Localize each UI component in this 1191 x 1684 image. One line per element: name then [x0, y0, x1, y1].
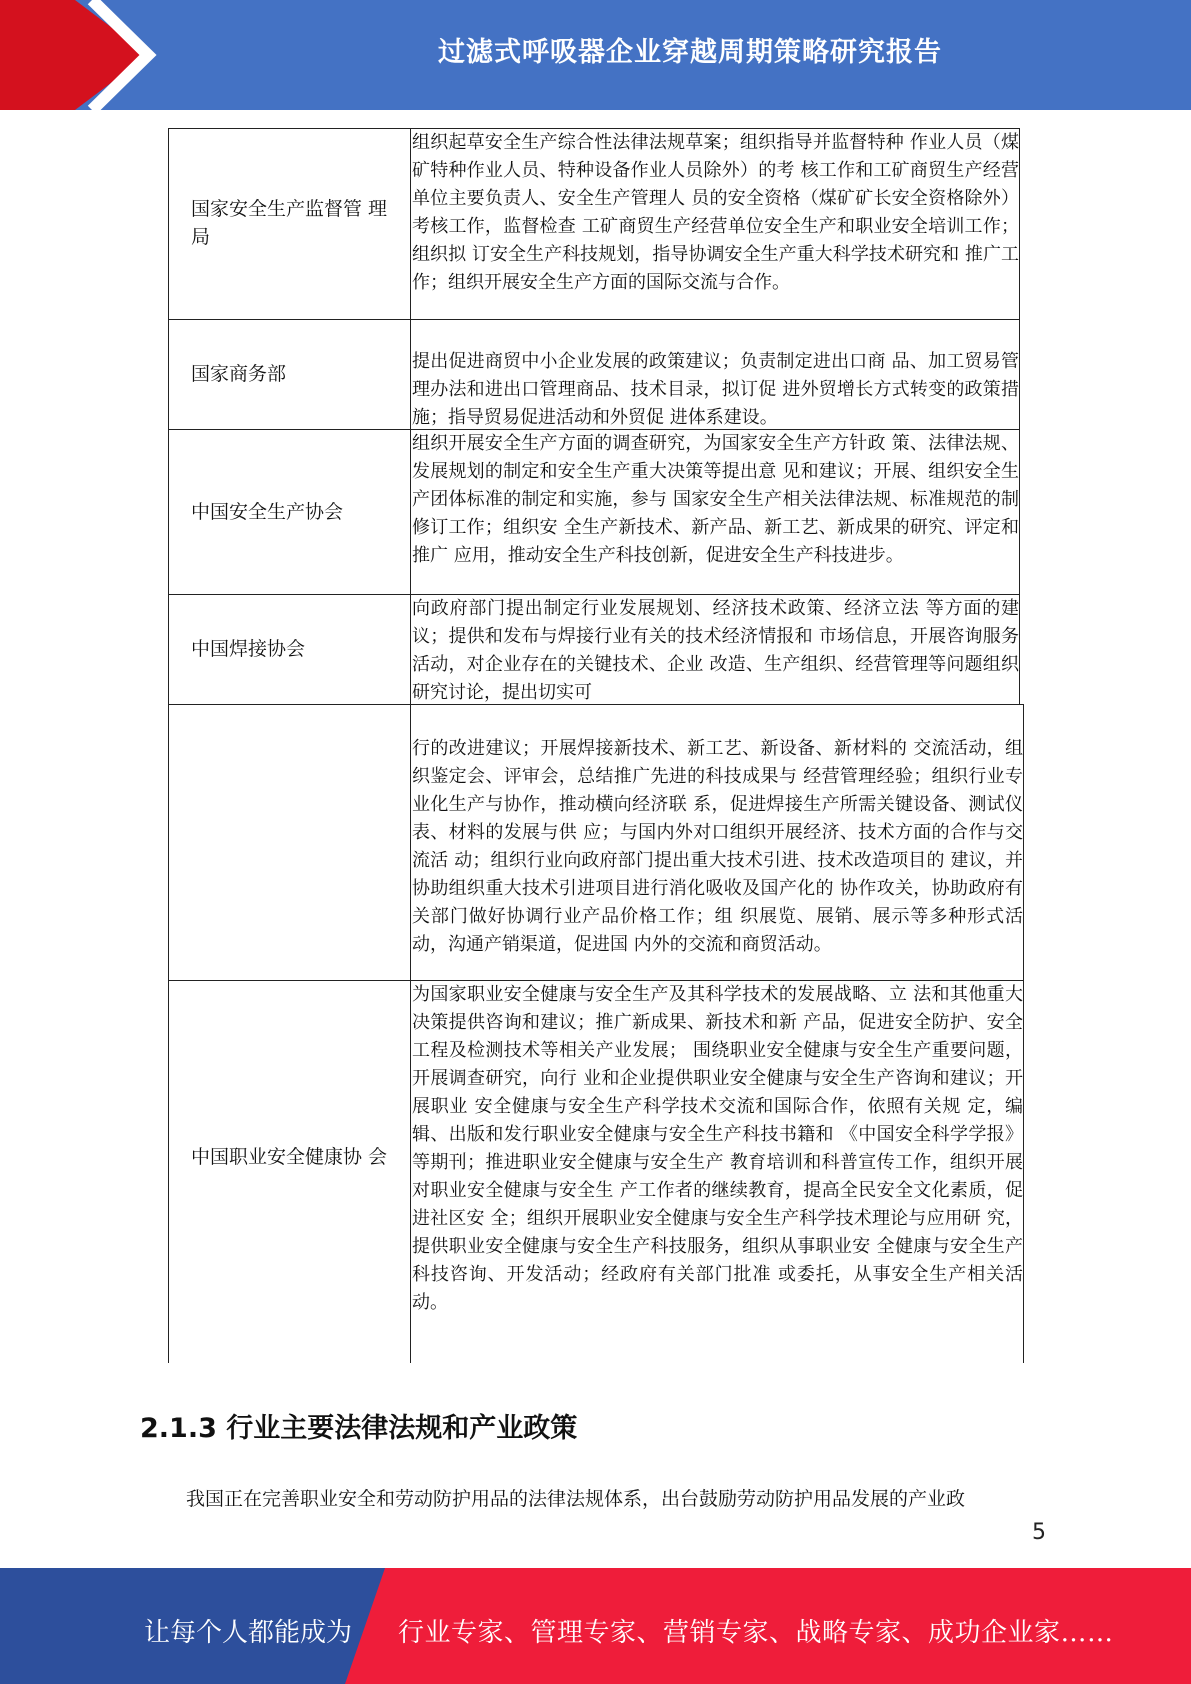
page-header	[0, 0, 1191, 110]
org-duties: 组织起草安全生产综合性法律法规草案；组织指导并监督特种 作业人员（煤矿特种作业人员、特种设备作业人员除外）的考 核工作和工矿商贸生产经营单位主要负责人、安全生产管理人 员的安全资格（煤矿矿长安全资格除外）考核工作，监督检查 工矿商贸生产经营单位安全生产和职业安全培训工作；组织拟 订安全生产科技规划，指导协调安全生产重大科学技术研究和 推广工作；组织开展安全生产方面的国际交流与合作。	[412, 132, 1019, 293]
org-name: 中国职业安全健康协 会	[191, 1146, 388, 1168]
org-duties: 向政府部门提出制定行业发展规划、经济技术政策、经济立法 等方面的建议；提供和发布与焊接行业有关的技术经济情报和 市场信息，开展咨询服务活动，对企业存在的关键技术、企业 改造、生产组织、经营管理等问题组织研究讨论，提出切实可	[412, 598, 1019, 703]
org-duties: 提出促进商贸中小企业发展的政策建议；负责制定进出口商 品、加工贸易管理办法和进出口管理商品、技术目录，拟订促 进外贸增长方式转变的政策措施；指导贸易促进活动和外贸促 进体系建设。	[412, 351, 1019, 428]
page-footer	[0, 1568, 1191, 1684]
org-duties: 行的改进建议；开展焊接新技术、新工艺、新设备、新材料的 交流活动，组织鉴定会、评审会，总结推广先进的科技成果与 经营管理经验；组织行业专业化生产与协作，推动横向经济联 系，促进焊接生产所需关键设备、测试仪表、材料的发展与供 应；与国内外对口组织开展经济、技术方面的合作与交流活 动；组织行业向政府部门提出重大技术引进、技术改造项目的 建议，并协助组织重大技术引进项目进行消化吸收及国产化的 协作攻关，协助政府有关部门做好协调行业产品价格工作；组 织展览、展销、展示等多种形式活动，沟通产销渠道，促进国 内外的交流和商贸活动。	[412, 738, 1023, 955]
org-name: 中国焊接协会	[191, 638, 306, 660]
page-number: 5	[1032, 1520, 1046, 1545]
org-duties: 为国家职业安全健康与安全生产及其科学技术的发展战略、立 法和其他重大决策提供咨询和建议；推广新成果、新技术和新 产品，促进安全防护、安全工程及检测技术等相关产业发展； 围绕职业安全健康与安全生产重要问题，开展调查研究，向行 业和企业提供职业安全健康与安全生产咨询和建议；开展职业 安全健康与安全生产科学技术交流和国际合作，依照有关规 定，编辑、出版和发行职业安全健康与安全生产科技书籍和 《中国安全科学学报》等期刊；推进职业安全健康与安全生产 教育培训和科普宣传工作，组织开展对职业安全健康与安全生 产工作者的继续教育，提高全民安全文化素质，促进社区安 全；组织开展职业安全健康与安全生产科学技术理论与应用研 究，提供职业安全健康与安全生产科技服务，组织从事职业安 全健康与安全生产科技咨询、开发活动；经政府有关部门批准 或委托，从事安全生产相关活动。	[412, 984, 1023, 1313]
footer-slogan-left: 让每个人都能成为	[144, 1618, 353, 1648]
org-name: 国家安全生产监督管 理局	[191, 198, 388, 248]
org-name: 国家商务部	[191, 363, 287, 385]
org-name: 中国安全生产协会	[191, 501, 344, 523]
report-title: 过滤式呼吸器企业穿越周期策略研究报告	[438, 37, 942, 68]
section-heading: 2.1.3 行业主要法律法规和产业政策	[140, 1413, 578, 1444]
body-paragraph: 我国正在完善职业安全和劳动防护用品的法律法规体系，出台鼓励劳动防护用品发展的产业政	[186, 1488, 966, 1510]
org-duties: 组织开展安全生产方面的调查研究，为国家安全生产方针政 策、法律法规、发展规划的制定和安全生产重大决策等提出意 见和建议；开展、组织安全生产团体标准的制定和实施，参与 国家安全生产相关法律法规、标准规范的制修订工作；组织安 全生产新技术、新产品、新工艺、新成果的研究、评定和推广 应用，推动安全生产科技创新，促进安全生产科技进步。	[412, 433, 1019, 566]
footer-slogan-right: 行业专家、管理专家、营销专家、战略专家、成功企业家……	[398, 1618, 1114, 1648]
